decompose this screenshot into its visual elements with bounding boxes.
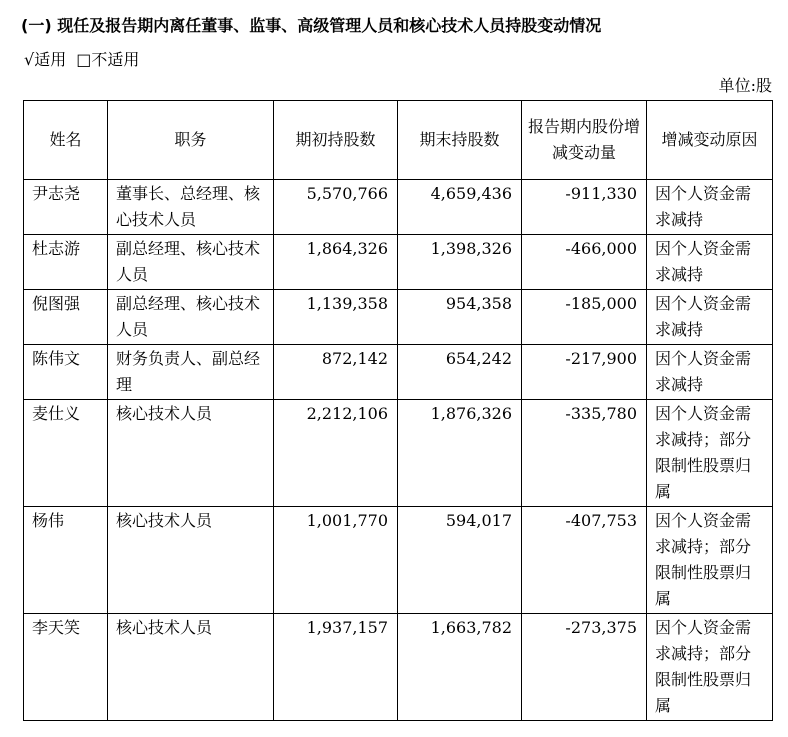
- cell-start-shares: 872,142: [274, 345, 398, 400]
- table-row: [24, 345, 773, 400]
- cell-position: 董事长、总经理、核心技术人员: [108, 180, 274, 235]
- cell-change-reason: 因个人资金需求减持: [647, 345, 773, 400]
- table-row: [24, 400, 773, 507]
- cell-end-shares: 594,017: [398, 507, 522, 614]
- cell-start-shares: 1,864,326: [274, 235, 398, 290]
- applicable-option: √适用: [24, 50, 67, 69]
- cell-change-reason: 因个人资金需求减持: [647, 180, 773, 235]
- cell-change-reason: 因个人资金需求减持；部分限制性股票归属: [647, 400, 773, 507]
- cell-change-reason: 因个人资金需求减持；部分限制性股票归属: [647, 507, 773, 614]
- table-row: [24, 235, 773, 290]
- cell-name: 尹志尧: [24, 180, 108, 235]
- cell-change-reason: 因个人资金需求减持: [647, 235, 773, 290]
- unit-label: 单位:股: [718, 76, 772, 95]
- cell-position: 财务负责人、副总经理: [108, 345, 274, 400]
- cell-name: 麦仕义: [24, 400, 108, 507]
- cell-end-shares: 954,358: [398, 290, 522, 345]
- table-row: [24, 614, 773, 721]
- cell-start-shares: 1,139,358: [274, 290, 398, 345]
- not-applicable-option: □不适用: [76, 50, 140, 69]
- cell-end-shares: 1,663,782: [398, 614, 522, 721]
- table-row: [24, 507, 773, 614]
- cell-change-amount: -911,330: [522, 180, 647, 235]
- cell-position: 副总经理、核心技术人员: [108, 290, 274, 345]
- cell-name: 陈伟文: [24, 345, 108, 400]
- cell-change-amount: -217,900: [522, 345, 647, 400]
- cell-change-reason: 因个人资金需求减持: [647, 290, 773, 345]
- cell-change-amount: -273,375: [522, 614, 647, 721]
- cell-start-shares: 1,937,157: [274, 614, 398, 721]
- cell-position: 核心技术人员: [108, 614, 274, 721]
- header-position: 职务: [108, 101, 274, 180]
- cell-position: 核心技术人员: [108, 507, 274, 614]
- cell-name: 杨伟: [24, 507, 108, 614]
- applicability-options: [24, 49, 139, 71]
- header-start-shares: 期初持股数: [274, 101, 398, 180]
- cell-start-shares: 1,001,770: [274, 507, 398, 614]
- header-change-reason: 增减变动原因: [647, 101, 773, 180]
- table-header-row: [24, 101, 773, 180]
- cell-name: 杜志游: [24, 235, 108, 290]
- cell-name: 倪图强: [24, 290, 108, 345]
- cell-end-shares: 4,659,436: [398, 180, 522, 235]
- header-change-amount: 报告期内股份增减变动量: [522, 101, 647, 180]
- cell-change-amount: -335,780: [522, 400, 647, 507]
- cell-position: 核心技术人员: [108, 400, 274, 507]
- cell-end-shares: 1,398,326: [398, 235, 522, 290]
- section-title: (一) 现任及报告期内离任董事、监事、高级管理人员和核心技术人员持股变动情况: [21, 16, 602, 35]
- cell-end-shares: 1,876,326: [398, 400, 522, 507]
- cell-change-amount: -407,753: [522, 507, 647, 614]
- shareholding-change-table: [23, 100, 773, 721]
- cell-change-amount: -185,000: [522, 290, 647, 345]
- table-row: [24, 180, 773, 235]
- cell-end-shares: 654,242: [398, 345, 522, 400]
- header-end-shares: 期末持股数: [398, 101, 522, 180]
- cell-start-shares: 2,212,106: [274, 400, 398, 507]
- cell-name: 李天笑: [24, 614, 108, 721]
- cell-change-amount: -466,000: [522, 235, 647, 290]
- header-name: 姓名: [24, 101, 108, 180]
- cell-change-reason: 因个人资金需求减持；部分限制性股票归属: [647, 614, 773, 721]
- cell-position: 副总经理、核心技术人员: [108, 235, 274, 290]
- table-row: [24, 290, 773, 345]
- cell-start-shares: 5,570,766: [274, 180, 398, 235]
